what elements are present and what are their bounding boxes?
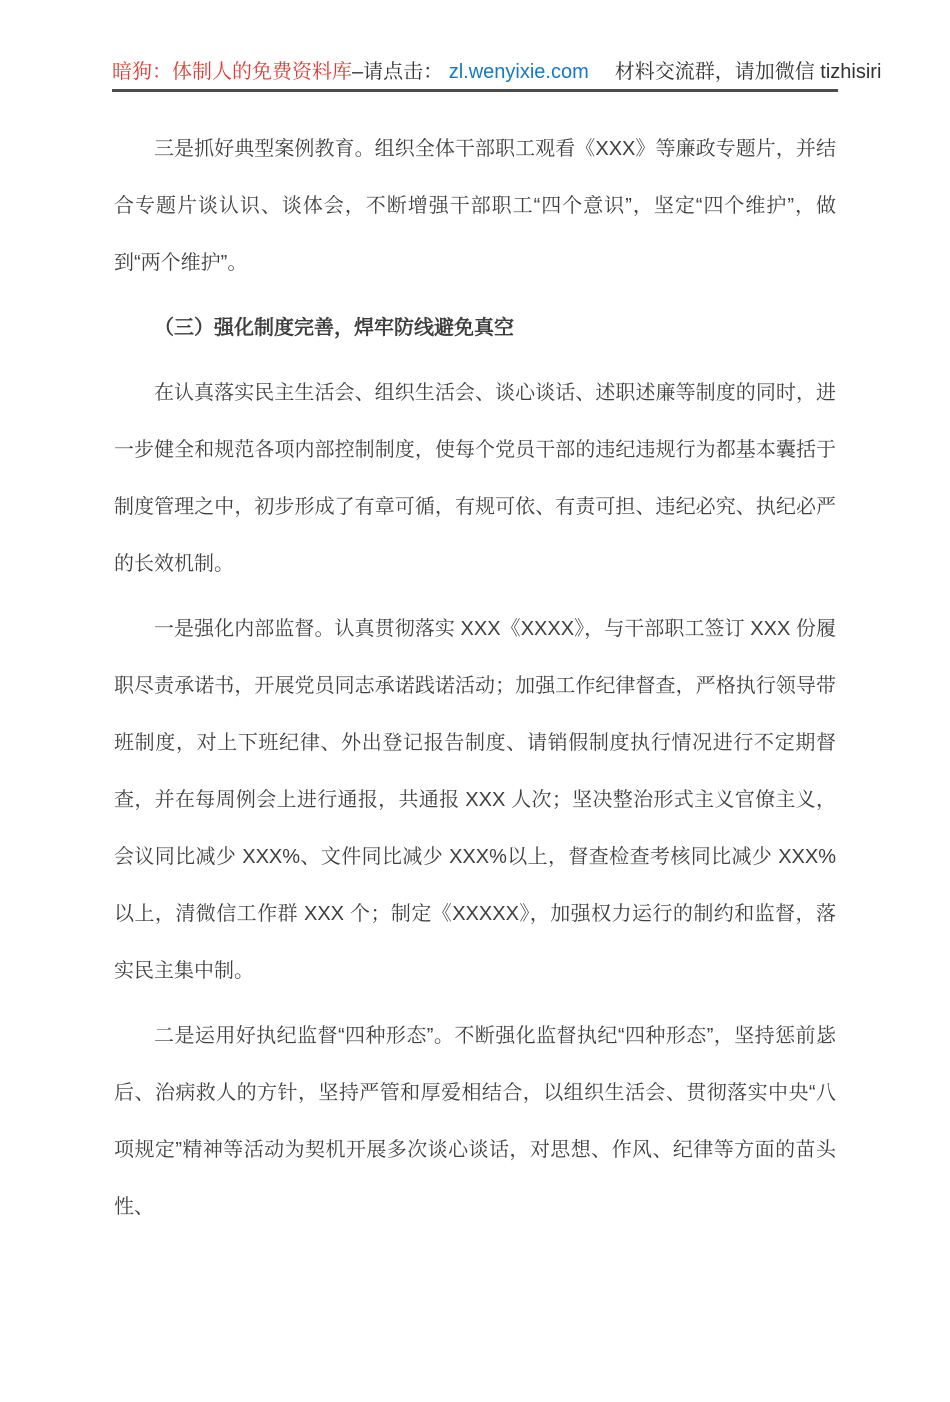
- paragraph: 二是运用好执纪监督“四种形态”。不断强化监督执纪“四种形态”，坚持惩前毖后、治病救人的方针，坚持严管和厚爱相结合，以组织生活会、贯彻落实中央“八项规定”精神等活动为契机开展多次谈心谈话，对思想、作风、纪律等方面的苗头性、: [114, 1025, 836, 1218]
- paragraph: 在认真落实民主生活会、组织生活会、谈心谈话、述职述廉等制度的同时，进一步健全和规范各项内部控制制度，使每个党员干部的违纪违规行为都基本囊括于制度管理之中，初步形成了有章可循，有规可依、有责可担、违纪必究、执纪必严的长效机制。: [114, 382, 836, 575]
- promo-site-link[interactable]: zl.wenyixie.com: [448, 61, 589, 83]
- promo-header: [112, 58, 882, 92]
- paragraph: 一是强化内部监督。认真贯彻落实 XXX《XXXX》，与干部职工签订 XXX 份履职尽责承诺书，开展党员同志承诺践诺活动；加强工作纪律督查，严格执行领导带班制度，对上下班纪律、外出登记报告制度、请销假制度执行情况进行不定期督查，并在每周例会上进行通报，共通报 XXX 人次；坚决整治形式主义官僚主义，会议同比减少 XXX%、文件同比减少 XXX%以上，督查检查考核同比减少 XXX%以上，清微信工作群 XXX 个；制定《XXXXX》，加强权力运行的制约和监督，落实民主集中制。: [114, 618, 836, 982]
- promo-brand-text: 暗狗：体制人的免费资料库: [112, 61, 352, 83]
- section-heading: （三）强化制度完善，焊牢防线避免真空: [154, 317, 514, 339]
- promo-suffix-text: 材料交流群，请加微信 tizhisiri: [614, 61, 882, 83]
- paragraph: 三是抓好典型案例教育。组织全体干部职工观看《XXX》等廉政专题片，并结合专题片谈认识、谈体会，不断增强干部职工“四个意识”，坚定“四个维护”，做到“两个维护”。: [114, 138, 836, 274]
- document-body: [114, 121, 836, 1236]
- promo-click-label: –请点击：: [352, 61, 444, 83]
